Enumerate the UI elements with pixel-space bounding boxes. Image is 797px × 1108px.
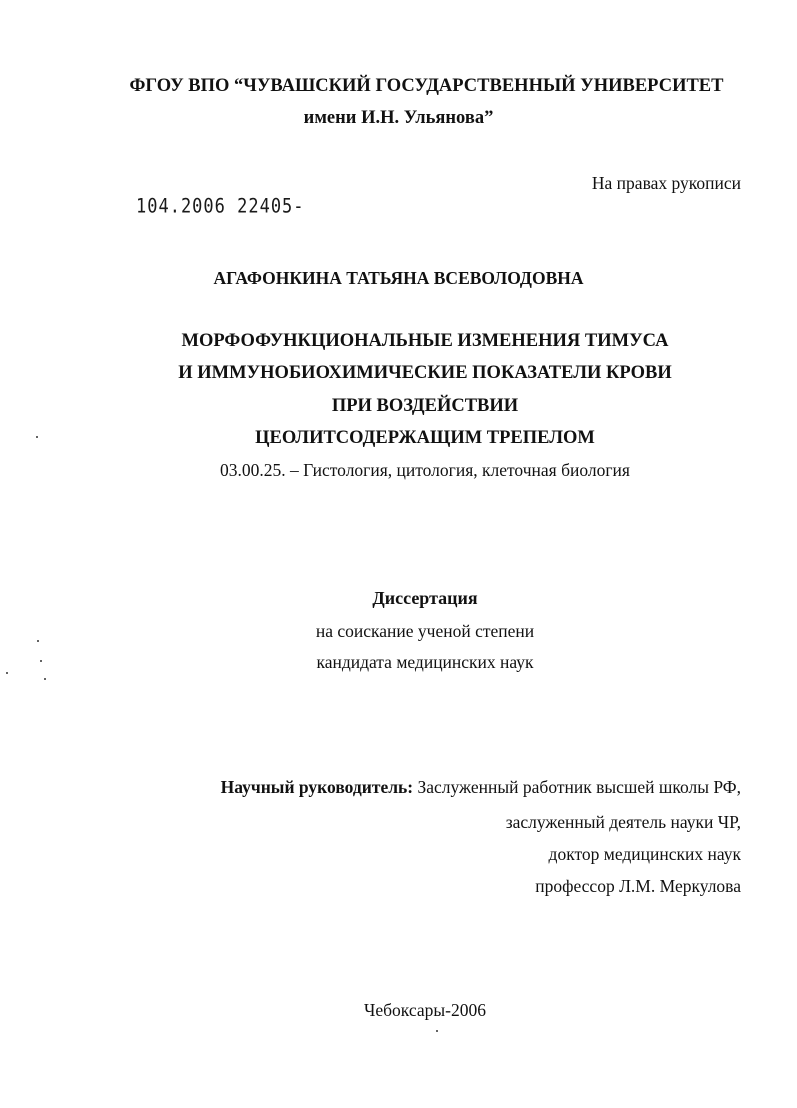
registration-stamp-number: 104.2006 22405- (136, 195, 305, 218)
supervisor-line-3: доктор медицинских наук (548, 844, 741, 864)
rights-note: На правах рукописи (591, 173, 741, 193)
specialty-code: 03.00.25. – Гистология, цитология, клеточная биология (220, 460, 630, 480)
scan-speck (436, 1030, 438, 1032)
scan-speck (40, 660, 42, 662)
thesis-title-line-4: ЦЕОЛИТСОДЕРЖАЩИМ ТРЕПЕЛОМ (255, 428, 595, 448)
organization-line: ФГОУ ВПО “ЧУВАШСКИЙ ГОСУДАРСТВЕННЫЙ УНИВЕРСИТЕТ (129, 76, 724, 96)
thesis-title-line-1: МОРФОФУНКЦИОНАЛЬНЫЕ ИЗМЕНЕНИЯ ТИМУСА (181, 331, 669, 351)
supervisor-line-1 (221, 777, 741, 798)
supervisor-line-4: профессор Л.М. Меркулова (535, 876, 741, 896)
scan-speck (37, 640, 39, 642)
organization-name-line: имени И.Н. Ульянова” (303, 108, 494, 128)
author-name: АГАФОНКИНА ТАТЬЯНА ВСЕВОЛОДОВНА (213, 268, 584, 288)
supervisor-line-2: заслуженный деятель науки ЧР, (505, 812, 741, 832)
scan-speck (44, 678, 46, 680)
supervisor-label: Научный руководитель: (220, 777, 414, 797)
scan-speck (6, 672, 8, 674)
city-year: Чебоксары-2006 (364, 1000, 486, 1020)
thesis-title-line-3: ПРИ ВОЗДЕЙСТВИИ (331, 396, 519, 416)
dissertation-field-line: кандидата медицинских наук (316, 652, 534, 672)
thesis-title-line-2: И ИММУНОБИОХИМИЧЕСКИЕ ПОКАЗАТЕЛИ КРОВИ (178, 363, 672, 383)
supervisor-title-1: Заслуженный работник высшей школы РФ, (413, 777, 741, 797)
scan-speck (36, 436, 38, 438)
dissertation-heading: Диссертация (372, 588, 478, 608)
dissertation-degree-line: на соискание ученой степени (315, 621, 535, 641)
